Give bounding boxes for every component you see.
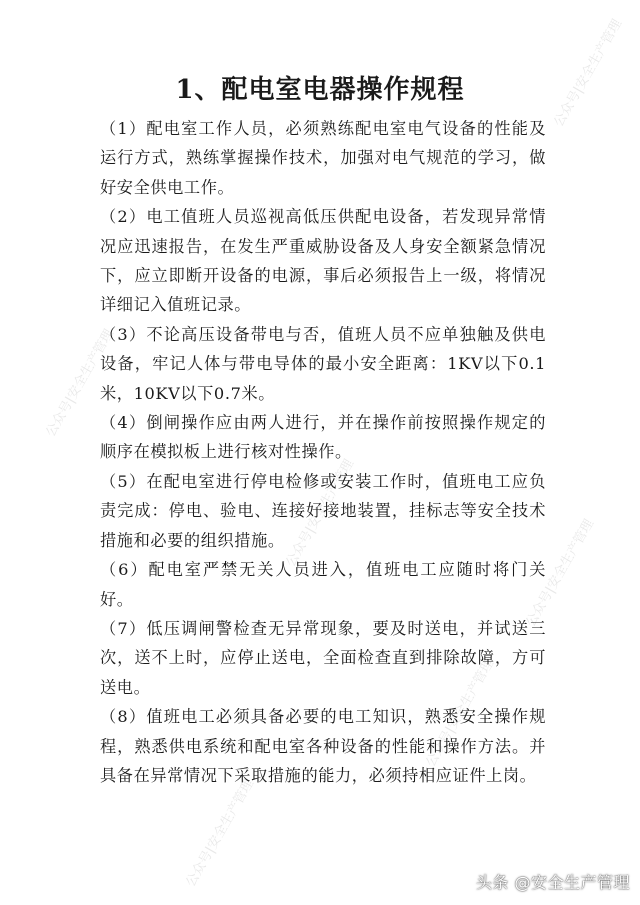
watermark-text: 公众号|安全生产管理 xyxy=(551,16,626,130)
watermark-text: 公众号|安全生产管理 xyxy=(183,776,258,890)
document-body xyxy=(100,114,546,790)
paragraph-4: （4）倒闸操作应由两人进行，并在操作前按照操作规定的顺序在模拟板上进行核对性操作。 xyxy=(100,413,546,462)
paragraph-8: （8）值班电工必须具备必要的电工知识，熟悉安全操作规程，熟悉供电系统和配电室各种设备的性能和操作方法。并具备在异常情况下采取措施的能力，必须持相应证件上岗。 xyxy=(100,707,546,785)
paragraph-6: （6）配电室严禁无关人员进入，值班电工应随时将门关好。 xyxy=(100,560,546,609)
source-watermark: 头条 @安全生产管理 xyxy=(475,873,630,892)
paragraph-5: （5）在配电室进行停电检修或安装工作时，值班电工应负责完成：停电、验电、连接好接地装置，挂标志等安全技术措施和必要的组织措施。 xyxy=(100,471,546,550)
watermark-text: 公众号|安全生产管理 xyxy=(523,516,598,630)
paragraph-3: （3）不论高压设备带电与否，值班人员不应单独触及供电设备，牢记人体与带电导体的最小安全距离：1KV以下0.1米，10KV以下0.7米。 xyxy=(100,324,546,403)
paragraph-7: （7）低压调闸警检查无异常现象，要及时送电，并试送三次，送不上时，应停止送电，全面检查直到排除故障，方可送电。 xyxy=(100,618,546,697)
paragraph-2: （2）电工值班人员巡视高低压供配电设备，若发现异常情况应迅速报告，在发生严重威胁设备及人身安全额紧急情况下，应立即断开设备的电源，事后必须报告上一级，将情况详细记入值班记录。 xyxy=(100,207,546,315)
document-title: 1、配电室电器操作规程 xyxy=(175,75,465,105)
watermark-text: 公众号|安全生产管理 xyxy=(43,326,118,440)
watermark-text: 公众号|安全生产管理 xyxy=(423,656,498,770)
watermark-text: 公众号|安全生产管理 xyxy=(283,456,358,570)
paragraph-1: （1）配电室工作人员，必须熟练配电室电气设备的性能及运行方式，熟练掌握操作技术，加强对电气规范的学习，做好安全供电工作。 xyxy=(100,119,546,197)
